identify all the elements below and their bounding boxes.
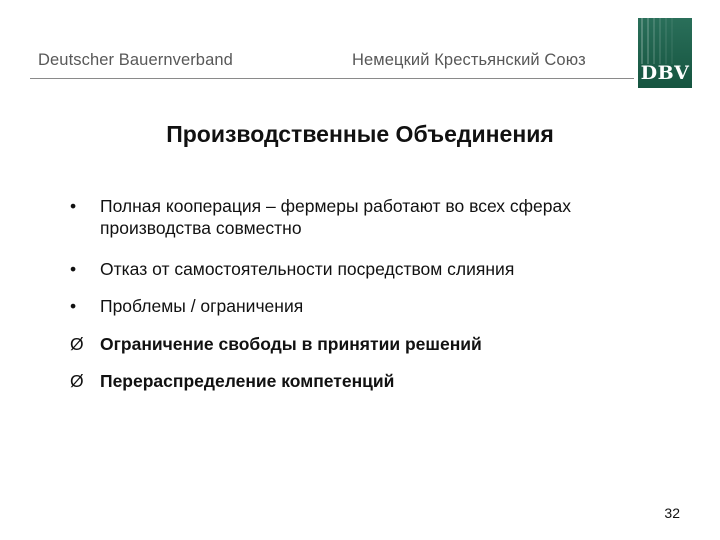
page-number: 32 xyxy=(664,505,680,521)
logo-text: DBV xyxy=(640,62,690,84)
bullet-text: Полная кооперация – фермеры работают во всех сферах производства совместно xyxy=(100,196,572,238)
arrow-bullet-icon: Ø xyxy=(70,371,84,391)
header-left-text: Deutscher Bauernverband xyxy=(38,51,233,69)
slide-title: Производственные Объединения xyxy=(166,121,554,147)
header-divider xyxy=(30,78,634,79)
bullet-item xyxy=(70,258,660,280)
bullet-marker: • xyxy=(70,259,77,279)
dbv-logo xyxy=(638,18,692,88)
bullet-text: Перераспределение компетенций xyxy=(100,371,395,391)
bullet-text: Проблемы / ограничения xyxy=(100,296,304,316)
bullet-item xyxy=(70,295,660,317)
sub-bullet-item xyxy=(70,370,660,392)
header-right-text: Немецкий Крестьянский Союз xyxy=(352,51,586,69)
bullet-text: Ограничение свободы в принятии решений xyxy=(100,334,482,354)
sub-bullet-item xyxy=(70,333,660,355)
bullet-marker: • xyxy=(70,196,77,216)
bullet-text: Отказ от самостоятельности посредством слияния xyxy=(100,259,515,279)
bullet-marker: • xyxy=(70,296,77,316)
arrow-bullet-icon: Ø xyxy=(70,334,84,354)
bullet-item xyxy=(70,195,660,239)
